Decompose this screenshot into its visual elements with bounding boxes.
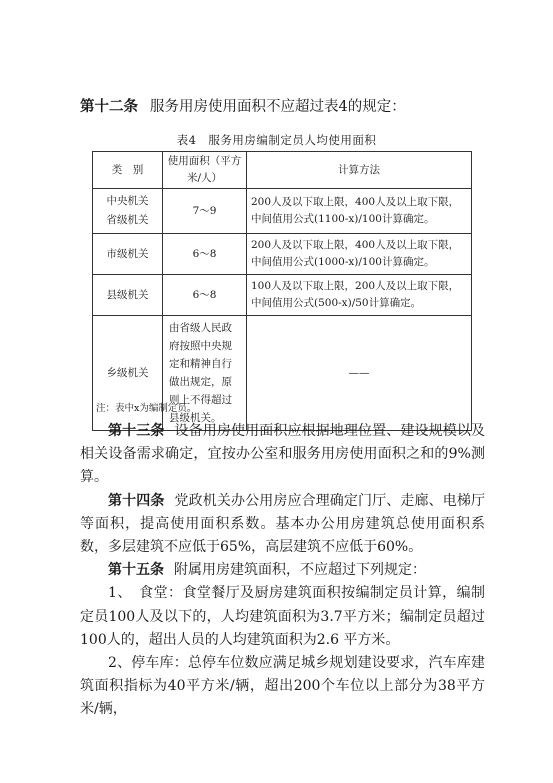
row-method: —— — [247, 316, 472, 431]
table-header-row — [93, 152, 472, 189]
row-method: 200人及以下取上限，400人及以上取下限，中间值用公式(1100-x)/100计算确定。 — [247, 189, 472, 234]
row-area: 由省级人民政府按照中央规定和精神自行做出规定，原则上不得超过县级机关。 — [163, 316, 247, 431]
row-area: 6～8 — [163, 234, 247, 275]
header-category: 类 别 — [93, 152, 163, 189]
row-area: 6～8 — [163, 275, 247, 316]
article-14-paragraph — [80, 490, 485, 560]
row-method: 200人及以下取上限，400人及以上取下限，中间值用公式(1000-x)/100计算确定。 — [247, 234, 472, 275]
table-row — [93, 275, 472, 316]
header-method: 计算方法 — [247, 152, 472, 189]
article-13-number: 第十三条 — [108, 423, 165, 439]
row-method: 100人及以下取上限，200人及以上取下限，中间值用公式(500-x)/50计算确定。 — [247, 275, 472, 316]
table-note: 注：表中x为编制定员。 — [96, 403, 197, 414]
row-area: 7～9 — [163, 189, 247, 234]
table-row — [93, 189, 472, 234]
body-text — [80, 420, 485, 722]
article-14-number: 第十四条 — [108, 492, 165, 509]
article-13-text: 设备用房使用面积应根据地理位置、建设规模以及相关设备需求确定，宜按办公室和服务用房使用面积之和的9%测算。 — [80, 423, 486, 486]
article-14-text: 党政机关办公用房应合理确定门厅、走廊、电梯厅等面积，提高使用面积系数。基本办公用房建筑总使用面积系数，多层建筑不应低于65%，高层建筑不应低于60%。 — [80, 492, 486, 556]
row-category: 中央机关 省级机关 — [93, 189, 163, 234]
row-category: 市级机关 — [93, 234, 163, 275]
table-caption: 表4 服务用房编制定员人均使用面积 — [176, 133, 377, 147]
table-row — [93, 234, 472, 275]
header-area: 使用面积（平方米/人） — [163, 152, 247, 189]
service-area-table — [92, 151, 472, 431]
article-15-text: 附属用房建筑面积，不应超过下列规定： — [174, 562, 426, 579]
article-12-text: 服务用房使用面积不应超过表4的规定： — [150, 99, 406, 115]
item-1-paragraph: 1、 食堂：食堂餐厅及厨房建筑面积按编制定员计算，编制定员100人及以下的，人均建筑面积为3.7平方米；编制定员超过100人的，超出人员的人均建筑面积为2.6 平方米。 — [80, 585, 485, 648]
article-12-number: 第十二条 — [80, 98, 138, 115]
row-category: 县级机关 — [93, 275, 163, 316]
item-2-paragraph: 2、停车库：总停车位数应满足城乡规划建设要求，汽车库建筑面积指标为40平方米/辆，超出200个车位以上部分为38平方米/辆， — [80, 655, 485, 718]
article-15-number: 第十五条 — [108, 562, 164, 579]
article-13-paragraph — [80, 420, 485, 490]
article-12-heading — [80, 97, 500, 117]
row-category: 乡级机关 — [93, 316, 163, 431]
article-15-paragraph — [80, 559, 485, 582]
